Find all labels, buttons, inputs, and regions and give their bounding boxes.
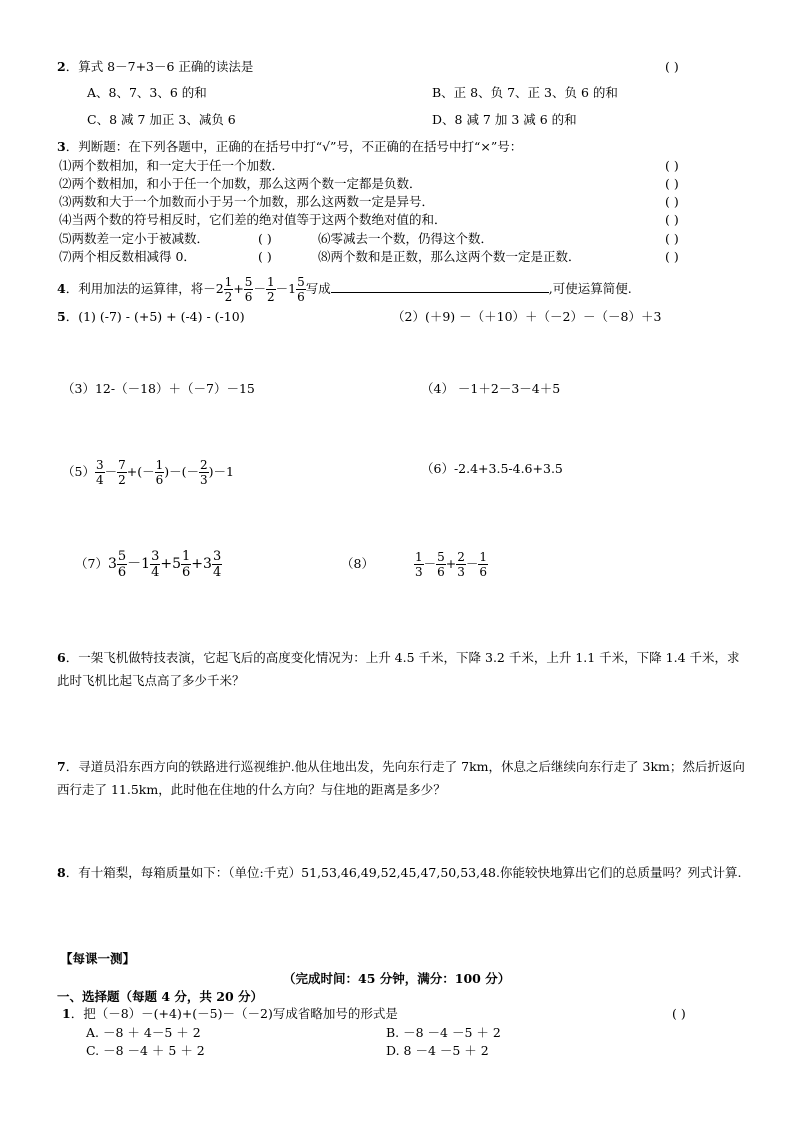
q5-p8-frac-b-denominator: 6	[437, 565, 445, 579]
q3-stem-text: ．判断题：在下列各题中，正确的在括号中打“√”号，不正确的在括号中打“×”号：	[65, 139, 523, 154]
q5-p8-frac-d-numerator: 1	[479, 550, 488, 564]
q4-fraction-4-denominator: 6	[297, 290, 305, 304]
quiz-title: 【每课一测】	[60, 951, 136, 966]
q5-part-6: （6）-2.4+3.5-4.6+3.5	[421, 461, 563, 476]
q5-p8-frac-a-numerator: 1	[414, 550, 423, 564]
q7-text: ．寻道员沿东西方向的铁路进行巡视维护.他从住地出发，先向东行走了 7km，休息之后继续向东行走了 3km；然后折返向西行走了 11.5km，此时他在住地的什么方向？与住地的距离是多少？	[57, 759, 745, 797]
quiz-q1-answer-paren[interactable]: ( )	[672, 1006, 686, 1021]
q5-p7-frac-a-denominator: 6	[117, 564, 127, 580]
q5-part-2: （2）(＋9) －（＋10）＋（－2）－（－8）＋3	[392, 309, 662, 324]
q3-item-4: ⑷当两个数的符号相反时，它们差的绝对值等于这两个数绝对值的和．	[59, 212, 447, 227]
q4-fraction-2-numerator: 5	[244, 275, 253, 289]
q4-whole-1: 2	[215, 281, 224, 296]
q2-stem	[57, 61, 253, 74]
q5-p8-frac-d	[478, 551, 488, 578]
q5-p7-frac-a	[117, 550, 127, 579]
q2-option-a[interactable]: A、8、7、3、6 的和	[87, 85, 207, 100]
q5-p8-op-3: －	[465, 556, 479, 571]
q3-item-3-paren[interactable]: ( )	[665, 194, 679, 209]
q3-item-7-paren[interactable]: ( )	[258, 249, 272, 264]
q5-p8-frac-a	[414, 551, 424, 578]
q4-op-3: －	[275, 281, 289, 296]
q5-p8-frac-b	[436, 551, 446, 578]
q3-item-2: ⑵两个数相加，和小于任一个加数，那么这两个数一定都是负数．	[59, 176, 422, 191]
q3-item-7: ⑺两个相反数相减得 0．	[59, 249, 196, 264]
q8-paragraph	[57, 861, 747, 884]
q6-paragraph	[57, 646, 747, 692]
q5-part-7-label: （7）	[75, 556, 108, 571]
q5-part-1-text: ．(1) (-7) - (+5) + (-4) - (-10)	[65, 309, 245, 324]
q4-fraction-3	[266, 276, 276, 303]
q5-p7-whole-1: 3	[107, 556, 117, 572]
q7-paragraph	[57, 755, 747, 801]
q5-p7-frac-b	[150, 550, 160, 579]
q5-part-4: （4） －1＋2－3－4＋5	[421, 381, 561, 396]
q5-p8-frac-c	[456, 551, 466, 578]
q2-option-b[interactable]: B、正 8、负 7、正 3、负 6 的和	[432, 85, 618, 100]
quiz-q1-option-d[interactable]: D. 8 －4 －5 ＋ 2	[386, 1043, 489, 1058]
quiz-q1-stem	[62, 1008, 398, 1021]
q4-fraction-2	[244, 276, 254, 303]
q5-p5-frac-a-numerator: 3	[95, 458, 104, 472]
q5-p5-frac-d	[199, 459, 209, 486]
q4-fraction-3-denominator: 2	[266, 290, 275, 304]
q5-p5-frac-b-numerator: 7	[118, 458, 126, 472]
q4-op-2: －	[253, 281, 266, 296]
q5-part-3: （3）12-（－18）＋（－7）－15	[62, 381, 255, 396]
q5-p7-frac-d-numerator: 3	[212, 548, 222, 564]
q2-number: 2	[57, 59, 66, 74]
q5-part-7	[75, 545, 222, 583]
q6-number: 6	[57, 650, 66, 665]
q6-text: ．一架飞机做特技表演，它起飞后的高度变化情况为：上升 4.5 千米，下降 3.2 千米，上升 1.1 千米，下降 1.4 千米，求此时飞机比起飞点高了多少千米？	[57, 650, 740, 688]
q4-tail-text: ,可使运算简便.	[548, 281, 632, 296]
quiz-q1-option-c[interactable]: C. －8 －4 ＋ 5 ＋ 2	[86, 1043, 205, 1058]
q5-p5-frac-a	[95, 459, 105, 486]
q5-p5-frac-c-numerator: 1	[155, 458, 164, 472]
q3-item-5-paren[interactable]: ( )	[258, 231, 272, 246]
q4-fraction-4-numerator: 5	[297, 275, 305, 289]
q4-answer-blank[interactable]	[331, 281, 549, 293]
q5-p8-frac-b-numerator: 5	[437, 550, 445, 564]
q5-part-5	[62, 455, 234, 489]
q5-p7-frac-a-numerator: 5	[117, 548, 127, 564]
q4-op-1: +	[233, 281, 244, 296]
q5-p5-frac-c	[155, 459, 165, 486]
q5-number: 5	[57, 309, 66, 324]
q3-item-6-paren[interactable]: ( )	[665, 231, 679, 246]
q5-p5-frac-a-denominator: 4	[95, 473, 104, 487]
q2-option-c[interactable]: C、8 减 7 加正 3、减负 6	[87, 112, 236, 127]
q5-p5-frac-b	[117, 459, 127, 486]
q5-p5-frac-c-denominator: 6	[155, 473, 164, 487]
q5-p8-frac-c-denominator: 3	[457, 565, 465, 579]
q5-p7-frac-b-denominator: 4	[151, 564, 160, 580]
q5-p7-op-2: +	[160, 556, 173, 572]
q5-p7-frac-c-denominator: 6	[182, 564, 191, 580]
q5-p8-frac-a-denominator: 3	[414, 565, 423, 579]
q5-p7-frac-d-denominator: 4	[212, 564, 222, 580]
q5-p8-op-2: +	[445, 556, 457, 571]
q3-item-1: ⑴两个数相加，和一定大于任一个加数．	[59, 158, 285, 173]
q4-fraction-1	[224, 276, 234, 303]
q4-fraction-3-numerator: 1	[266, 275, 275, 289]
q5-p7-frac-c	[181, 550, 191, 579]
q5-part-5-label: （5）	[62, 464, 95, 479]
q2-option-d[interactable]: D、8 减 7 加 3 减 6 的和	[432, 112, 577, 127]
q5-p5-frac-d-numerator: 2	[200, 458, 208, 472]
q5-p5-frac-b-denominator: 2	[118, 473, 126, 487]
q4-fraction-1-denominator: 2	[224, 290, 233, 304]
q8-number: 8	[57, 865, 66, 880]
q4-fraction-4	[296, 276, 306, 303]
q4-whole-4: 1	[288, 281, 297, 296]
q5-part-8	[341, 545, 488, 583]
q3-item-1-paren[interactable]: ( )	[665, 158, 679, 173]
q4-line	[57, 276, 632, 303]
quiz-q1-stem-text: ．把（－8）－(+4)+(－5)－（－2)写成省略加号的形式是	[70, 1006, 398, 1021]
q5-p7-op-1: －	[127, 556, 142, 572]
q4-mid-text: 写成	[305, 281, 331, 296]
quiz-q1-number: 1	[62, 1006, 71, 1021]
q3-item-3: ⑶两数和大于一个加数而小于另一个加数，那么这两数一定是异号．	[59, 194, 435, 209]
q5-p7-frac-d	[212, 550, 222, 579]
quiz-subtitle: （完成时间：45 分钟，满分：100 分）	[283, 971, 511, 986]
quiz-section-heading: 一、选择题（每题 4 分，共 20 分）	[57, 989, 264, 1004]
q5-p7-op-3: +	[191, 556, 204, 572]
q5-p5-frac-d-denominator: 3	[200, 473, 208, 487]
q3-item-4-paren[interactable]: ( )	[665, 212, 679, 227]
q5-part-1	[57, 311, 245, 324]
q5-p5-tail: )－1	[208, 464, 234, 479]
q5-p7-frac-c-numerator: 1	[182, 548, 191, 564]
q5-p7-whole-4: 3	[203, 556, 212, 572]
quiz-q1-option-b[interactable]: B. －8 －4 －5 ＋ 2	[386, 1025, 501, 1040]
q3-item-5: ⑸两数差一定小于被减数．	[59, 231, 210, 246]
q5-part-8-label: （8）	[341, 556, 374, 571]
q7-number: 7	[57, 759, 66, 774]
q5-p5-op-1: －	[104, 464, 118, 479]
q5-p7-frac-b-numerator: 3	[151, 548, 160, 564]
quiz-q1-option-a[interactable]: A. －8 ＋ 4－5 ＋ 2	[86, 1025, 201, 1040]
q3-item-8: ⑻两个数和是正数，那么这两个数一定是正数．	[318, 249, 581, 264]
q5-p5-op-2: +(－	[126, 464, 155, 479]
q5-p5-op-3: )－(－	[164, 464, 200, 479]
q4-stem-text: ．利用加法的运算律，将－	[65, 281, 216, 296]
q3-stem	[57, 141, 522, 154]
q5-p8-frac-d-denominator: 6	[479, 565, 488, 579]
q3-number: 3	[57, 139, 66, 154]
q5-p7-whole-3: 5	[172, 556, 182, 572]
q2-answer-paren[interactable]: ( )	[665, 59, 679, 74]
q4-fraction-1-numerator: 1	[224, 275, 233, 289]
q5-p8-op-1: －	[423, 556, 437, 571]
q5-p8-frac-c-numerator: 2	[457, 550, 465, 564]
q3-item-6: ⑹零减去一个数，仍得这个数．	[318, 231, 494, 246]
q8-text: ．有十箱梨，每箱质量如下：（单位:千克）51,53,46,49,52,45,47,50,53,48.你能较快地算出它们的总质量吗？列式计算.	[65, 865, 742, 880]
q3-item-2-paren[interactable]: ( )	[665, 176, 679, 191]
q4-number: 4	[57, 281, 66, 296]
q2-stem-text: ．算式 8－7+3－6 正确的读法是	[65, 59, 254, 74]
q3-item-8-paren[interactable]: ( )	[665, 249, 679, 264]
q4-fraction-2-denominator: 6	[244, 290, 253, 304]
q5-p7-whole-2: 1	[141, 556, 151, 572]
